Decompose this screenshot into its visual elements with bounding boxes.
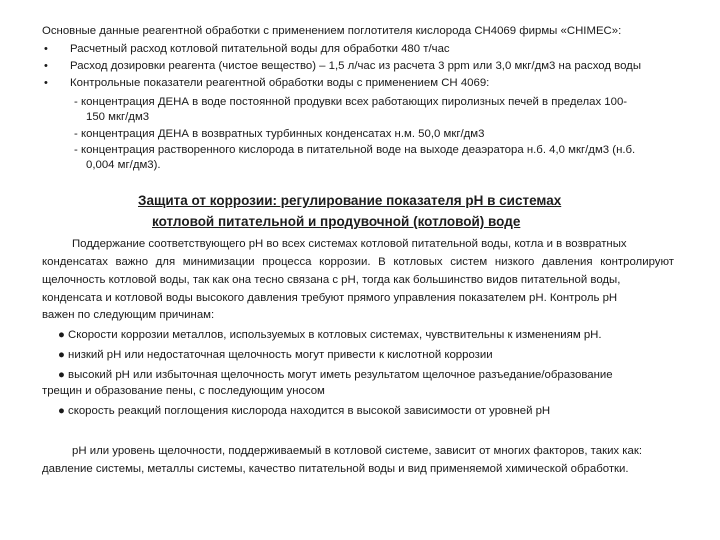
sub-item-dena-condensate: - концентрация ДЕНА в возвратных турбинных конденсатах н.м. 50,0 мкг/дм3	[74, 128, 485, 140]
paragraph-line: конденсата и котловой воды высокого давления требуют прямого управления показателем pH. Контроль pH	[42, 292, 618, 304]
sub-item-dissolved-oxygen-cont: 0,004 мг/дм3).	[86, 159, 161, 171]
paragraph-line: важен по следующим причинам:	[42, 309, 215, 321]
reason-item-cont: трещин и образование пены, с последующим уносом	[42, 385, 325, 397]
section-heading-line2: котловой питательной и продувочной (котловой) воде	[152, 214, 521, 229]
paragraph-line: щелочность котловой воды, так как она тесно связана с pH, тогда как большинство видов питательной воды,	[42, 274, 621, 286]
sub-item-dena-blowdown-cont: 150 мкг/дм3	[86, 111, 150, 123]
reason-item: ● скорость реакций поглощения кислорода находится в высокой зависимости от уровней pH	[58, 405, 551, 417]
sub-item-dena-blowdown: - концентрация ДЕНА в воде постоянной продувки всех работающих пиролизных печей в пределах 100-	[74, 96, 628, 108]
bullet-marker: •	[44, 60, 48, 72]
bullet-marker: •	[44, 43, 48, 55]
closing-line: pH или уровень щелочности, поддерживаемый в котловой системе, зависит от многих факторов, таких как:	[72, 445, 643, 457]
paragraph-line: конденсатах важно для минимизации процесса коррозии. В котловых систем низкого давления контролируют	[42, 256, 674, 268]
intro-title: Основные данные реагентной обработки с применением поглотителя кислорода CH4069 фирмы «CHIMEC»:	[42, 25, 622, 37]
bullet-feedwater-flow: Расчетный расход котловой питательной воды для обработки 480 т/час	[70, 43, 450, 55]
bullet-marker: •	[44, 77, 48, 89]
reason-item: ● высокий pH или избыточная щелочность могут иметь результатом щелочное разъедание/образование	[58, 369, 613, 381]
reason-item: ● Скорости коррозии металлов, используемых в котловых системах, чувствительны к изменениям pH.	[58, 329, 602, 341]
bullet-dosing-rate: Расход дозировки реагента (чистое вещество) – 1,5 л/час из расчета 3 ppm или 3,0 мкг/дм3 на расход воды	[70, 60, 642, 72]
sub-item-dissolved-oxygen: - концентрация растворенного кислорода в питательной воде на выходе деаэратора н.б. 4,0 мкг/дм3 (н.б.	[74, 144, 636, 156]
section-heading-line1: Защита от коррозии: регулирование показателя pH в системах	[138, 193, 562, 208]
paragraph-line: Поддержание соответствующего pH во всех системах котловой питательной воды, котла и в возвратных	[72, 238, 627, 250]
bullet-control-params: Контрольные показатели реагентной обработки воды с применением CH 4069:	[70, 77, 490, 89]
closing-line: давление системы, металлы системы, качество питательной воды и вид применяемой химической обработки.	[42, 463, 629, 475]
reason-item: ● низкий pH или недостаточная щелочность могут привести к кислотной коррозии	[58, 349, 493, 361]
